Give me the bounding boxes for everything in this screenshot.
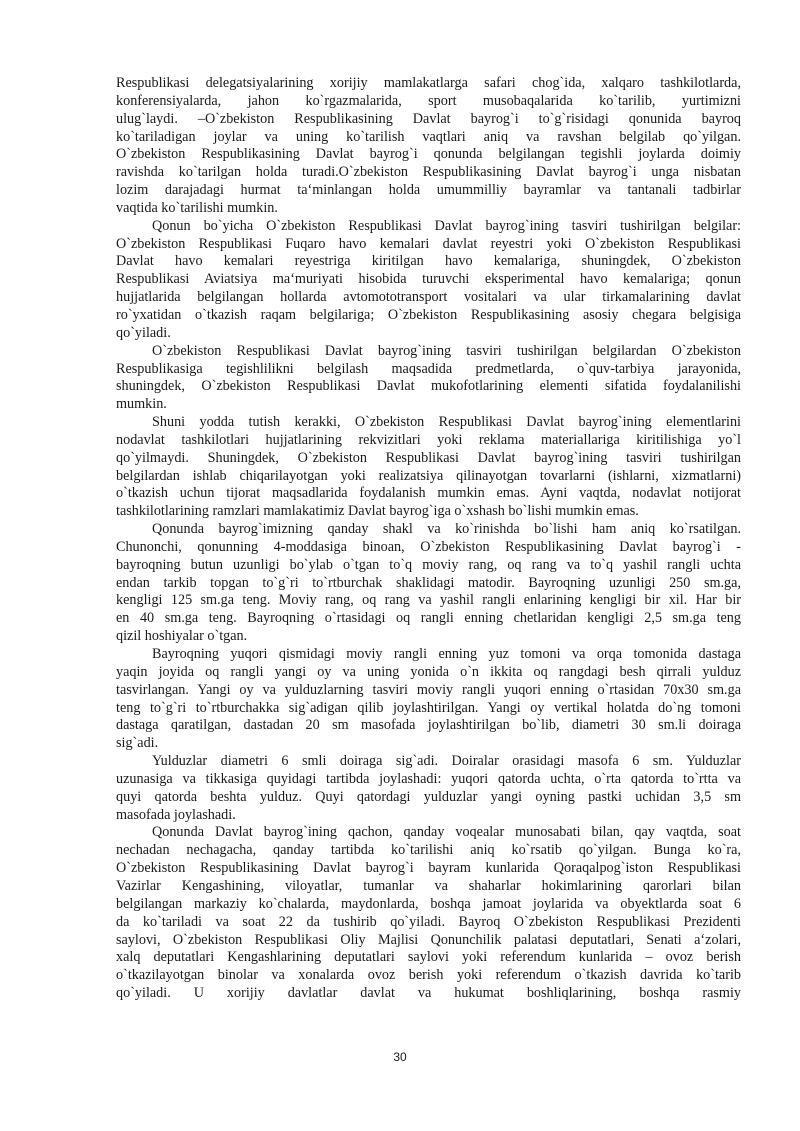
text-line: masofada joylashadi. — [116, 806, 236, 823]
text-line: Shuni yodda tutish kerakki, O`zbekiston Respublikasi Davlat bayrog`ining elementlarini — [152, 414, 741, 431]
text-line: bayroqning butun uzunligi bo`ylab o`tgan to`q moviy rang, oq rang va to`q yashil rangli uchta — [116, 556, 741, 573]
text-line: Respublikasi delegatsiyalarining xorijiy mamlakatlarga safari chog`ida, xalqaro tashkilotlarda, — [116, 75, 741, 91]
text-line: qizil hoshiyalar o`tgan. — [116, 628, 248, 645]
text-line: Respublikasi Aviatsiya ma‘muriyati hisobida turuvchi eksperimental havo kemalariga; qonun — [116, 271, 741, 288]
text-line: endan tarkib topgan to`g`ri to`rtburchak shaklidagi matodir. Bayroqning uzunligi 250 sm.ga, — [116, 574, 741, 591]
text-line: mumkin. — [116, 396, 167, 413]
text-line: teng to`g`ri to`rtburchakka sig`adigan qilib joylashtirilgan. Yangi oy vertikal holatda do`ng tomoni — [116, 699, 741, 716]
text-line: dastaga qaratilgan, dastadan 20 sm masofada joylashtirilgan bo`lib, diametri 30 sm.li doiraga — [116, 717, 741, 734]
text-line: Vazirlar Kengashining, viloyatlar, tumanlar va shaharlar hokimlarining qarorlari bilan — [116, 877, 741, 894]
text-line: Respublikasiga tegishlilikni belgilash maqsadida predmetlarda, o`quv-tarbiya jarayonida, — [116, 360, 741, 377]
text-line: saylovi, O`zbekiston Respublikasi Oliy Majlisi Qonunchilik palatasi deputatlari, Senati a‘zolari, — [116, 931, 741, 948]
text-line: ravishda ko`tarilgan holda turadi.O`zbekiston Respublikasining Davlat bayrog`i unga nisbatan — [116, 164, 741, 181]
text-line: en 40 sm.ga teng. Bayroqning o`rtasidagi oq rangli enning chetlaridan kengligi 2,5 sm.ga teng — [116, 610, 741, 627]
text-line: O`zbekiston Respublikasining Davlat bayrog`i qonunda belgilangan tegishli joylarda doimiy — [116, 146, 741, 163]
text-line: sig`adi. — [116, 735, 159, 752]
text-line: lozim darajadagi hurmat ta‘minlangan holda umummilliy bayramlar va tantanali tadbirlar — [116, 182, 741, 199]
text-line: O`zbekiston Respublikasi Davlat bayrog`ining tasviri tushirilgan belgilardan O`zbekiston — [152, 342, 741, 359]
text-line: shuningdek, O`zbekiston Respublikasi Davlat mukofotlarining elementi sifatida foydalanilishi — [116, 378, 741, 395]
text-line: qo`yiladi. — [116, 324, 171, 341]
text-line: Yulduzlar diametri 6 smli doiraga sig`adi. Doiralar orasidagi masofa 6 sm. Yulduzlar — [152, 753, 741, 770]
text-line: konferensiyalarda, jahon ko`rgazmalarida, sport musobaqalarida ko`tarilib, yurtimizni — [116, 92, 741, 109]
text-line: Qonunda bayrog`imizning qanday shakl va ko`rinishda bo`lishi ham aniq ko`rsatilgan. — [152, 521, 741, 538]
text-line: ro`yxatidan o`tkazish raqam belgilariga; O`zbekiston Respublikasining asosiy chegara belgisiga — [116, 306, 741, 323]
text-line: O`zbekiston Respublikasining Davlat bayrog`i bayram kunlarida Qoraqalpog`iston Respublikasi — [116, 860, 741, 877]
body-text — [116, 75, 741, 1003]
text-line: Chunonchi, qonunning 4-moddasiga binoan, O`zbekiston Respublikasining Davlat bayrog`i - — [116, 538, 741, 555]
text-line: da ko`tariladi va soat 22 da tushirib qo`yiladi. Bayroq O`zbekiston Respublikasi Prezidenti — [116, 913, 741, 930]
text-line: tasvirlangan. Yangi oy va yulduzlarning tasviri moviy rangli yuqori enning o`rtasidan 70x30 sm.ga — [116, 681, 741, 698]
text-line: ko`tariladigan joylar va uning ko`tarilish vaqtlari aniq va ravshan belgilab qo`yilgan. — [116, 128, 741, 145]
text-line: belgilardan ishlab chiqarilayotgan yoki realizatsiya qilinayotgan tovarlarni (ishlarni, xizmatlarni) — [116, 467, 741, 484]
text-line: kengligi 125 sm.ga teng. Moviy rang, oq rang va yashil rangli enlarining kengligi bir xil. Har bir — [116, 592, 741, 609]
text-line: o`tkazish uchun tijorat maqsadlarida foydalanish mumkin emas. Ayni vaqtda, nodavlat notijorat — [116, 485, 741, 502]
text-line: yaqin joyida oq rangli yangi oy va uning yonida o`n ikkita oq rangdagi besh qirrali yulduz — [116, 663, 741, 680]
text-line: Qonunda Davlat bayrog`ining qachon, qanday voqealar munosabati bilan, qay vaqtda, soat — [152, 824, 741, 841]
text-line: xalq deputatlari Kengashlarining deputatlari saylovi yoki referendum kunlarida – ovoz berish — [116, 949, 741, 966]
text-line: tashkilotlarining ramzlari mamlakatimiz Davlat bayrog`iga o`xshash bo`lishi mumkin emas. — [116, 503, 639, 520]
text-line: nechadan nechagacha, qanday tartibda ko`tarilishi aniq ko`rsatib qo`yilgan. Bunga ko`ra, — [116, 842, 741, 859]
page-number: 30 — [393, 1050, 407, 1064]
text-line: Qonun bo`yicha O`zbekiston Respublikasi Davlat bayrog`ining tasviri tushirilgan belgilar: — [152, 217, 741, 234]
text-line: hujjatlarida belgilangan hollarda avtomototransport vositalari va ular tirkamalarining davlat — [116, 289, 741, 306]
text-line: belgilangan markaziy ko`chalarda, maydonlarda, boshqa jamoat joylarida va obyektlarda soat 6 — [116, 895, 741, 912]
text-line: ulug`laydi. –O`zbekiston Respublikasining Davlat bayrog`i to`g`risidagi qonunida bayroq — [116, 110, 741, 127]
text-line: uzunasiga va tikkasiga quyidagi tartibda joylashadi: yuqori qatorda uchta, o`rta qatorda to`rtta va — [116, 770, 741, 787]
text-line: quyi qatorda beshta yulduz. Quyi qatordagi yulduzlar yangi oyning pastki uchidan 3,5 sm — [116, 788, 741, 805]
text-line: vaqtida ko`tarilishi mumkin. — [116, 199, 278, 216]
text-line: qo`yilmaydi. Shuningdek, O`zbekiston Respublikasi Davlat bayrog`ining tasviri tushirilgan — [116, 449, 741, 466]
text-line: qo`yiladi. U xorijiy davlatlar davlat va hukumat boshliqlarining, boshqa rasmiy — [116, 985, 741, 1002]
text-line: o`tkazilayotgan binolar va xonalarda ovoz berish yoki referendum o`tkazish davrida ko`tarib — [116, 967, 741, 984]
text-line: Bayroqning yuqori qismidagi moviy rangli enning yuz tomoni va orqa tomonida dastaga — [152, 646, 741, 662]
text-line: O`zbekiston Respublikasi Fuqaro havo kemalari davlat reyestri yoki O`zbekiston Respublikasi — [116, 235, 741, 252]
text-line: Davlat havo kemalari reyestriga kiritilgan havo kemalariga, shuningdek, O`zbekiston — [116, 253, 741, 270]
text-line: nodavlat tashkilotlari hujjatlarining rekvizitlari yoki reklama materiallariga kiritilishiga yo`l — [116, 431, 741, 448]
